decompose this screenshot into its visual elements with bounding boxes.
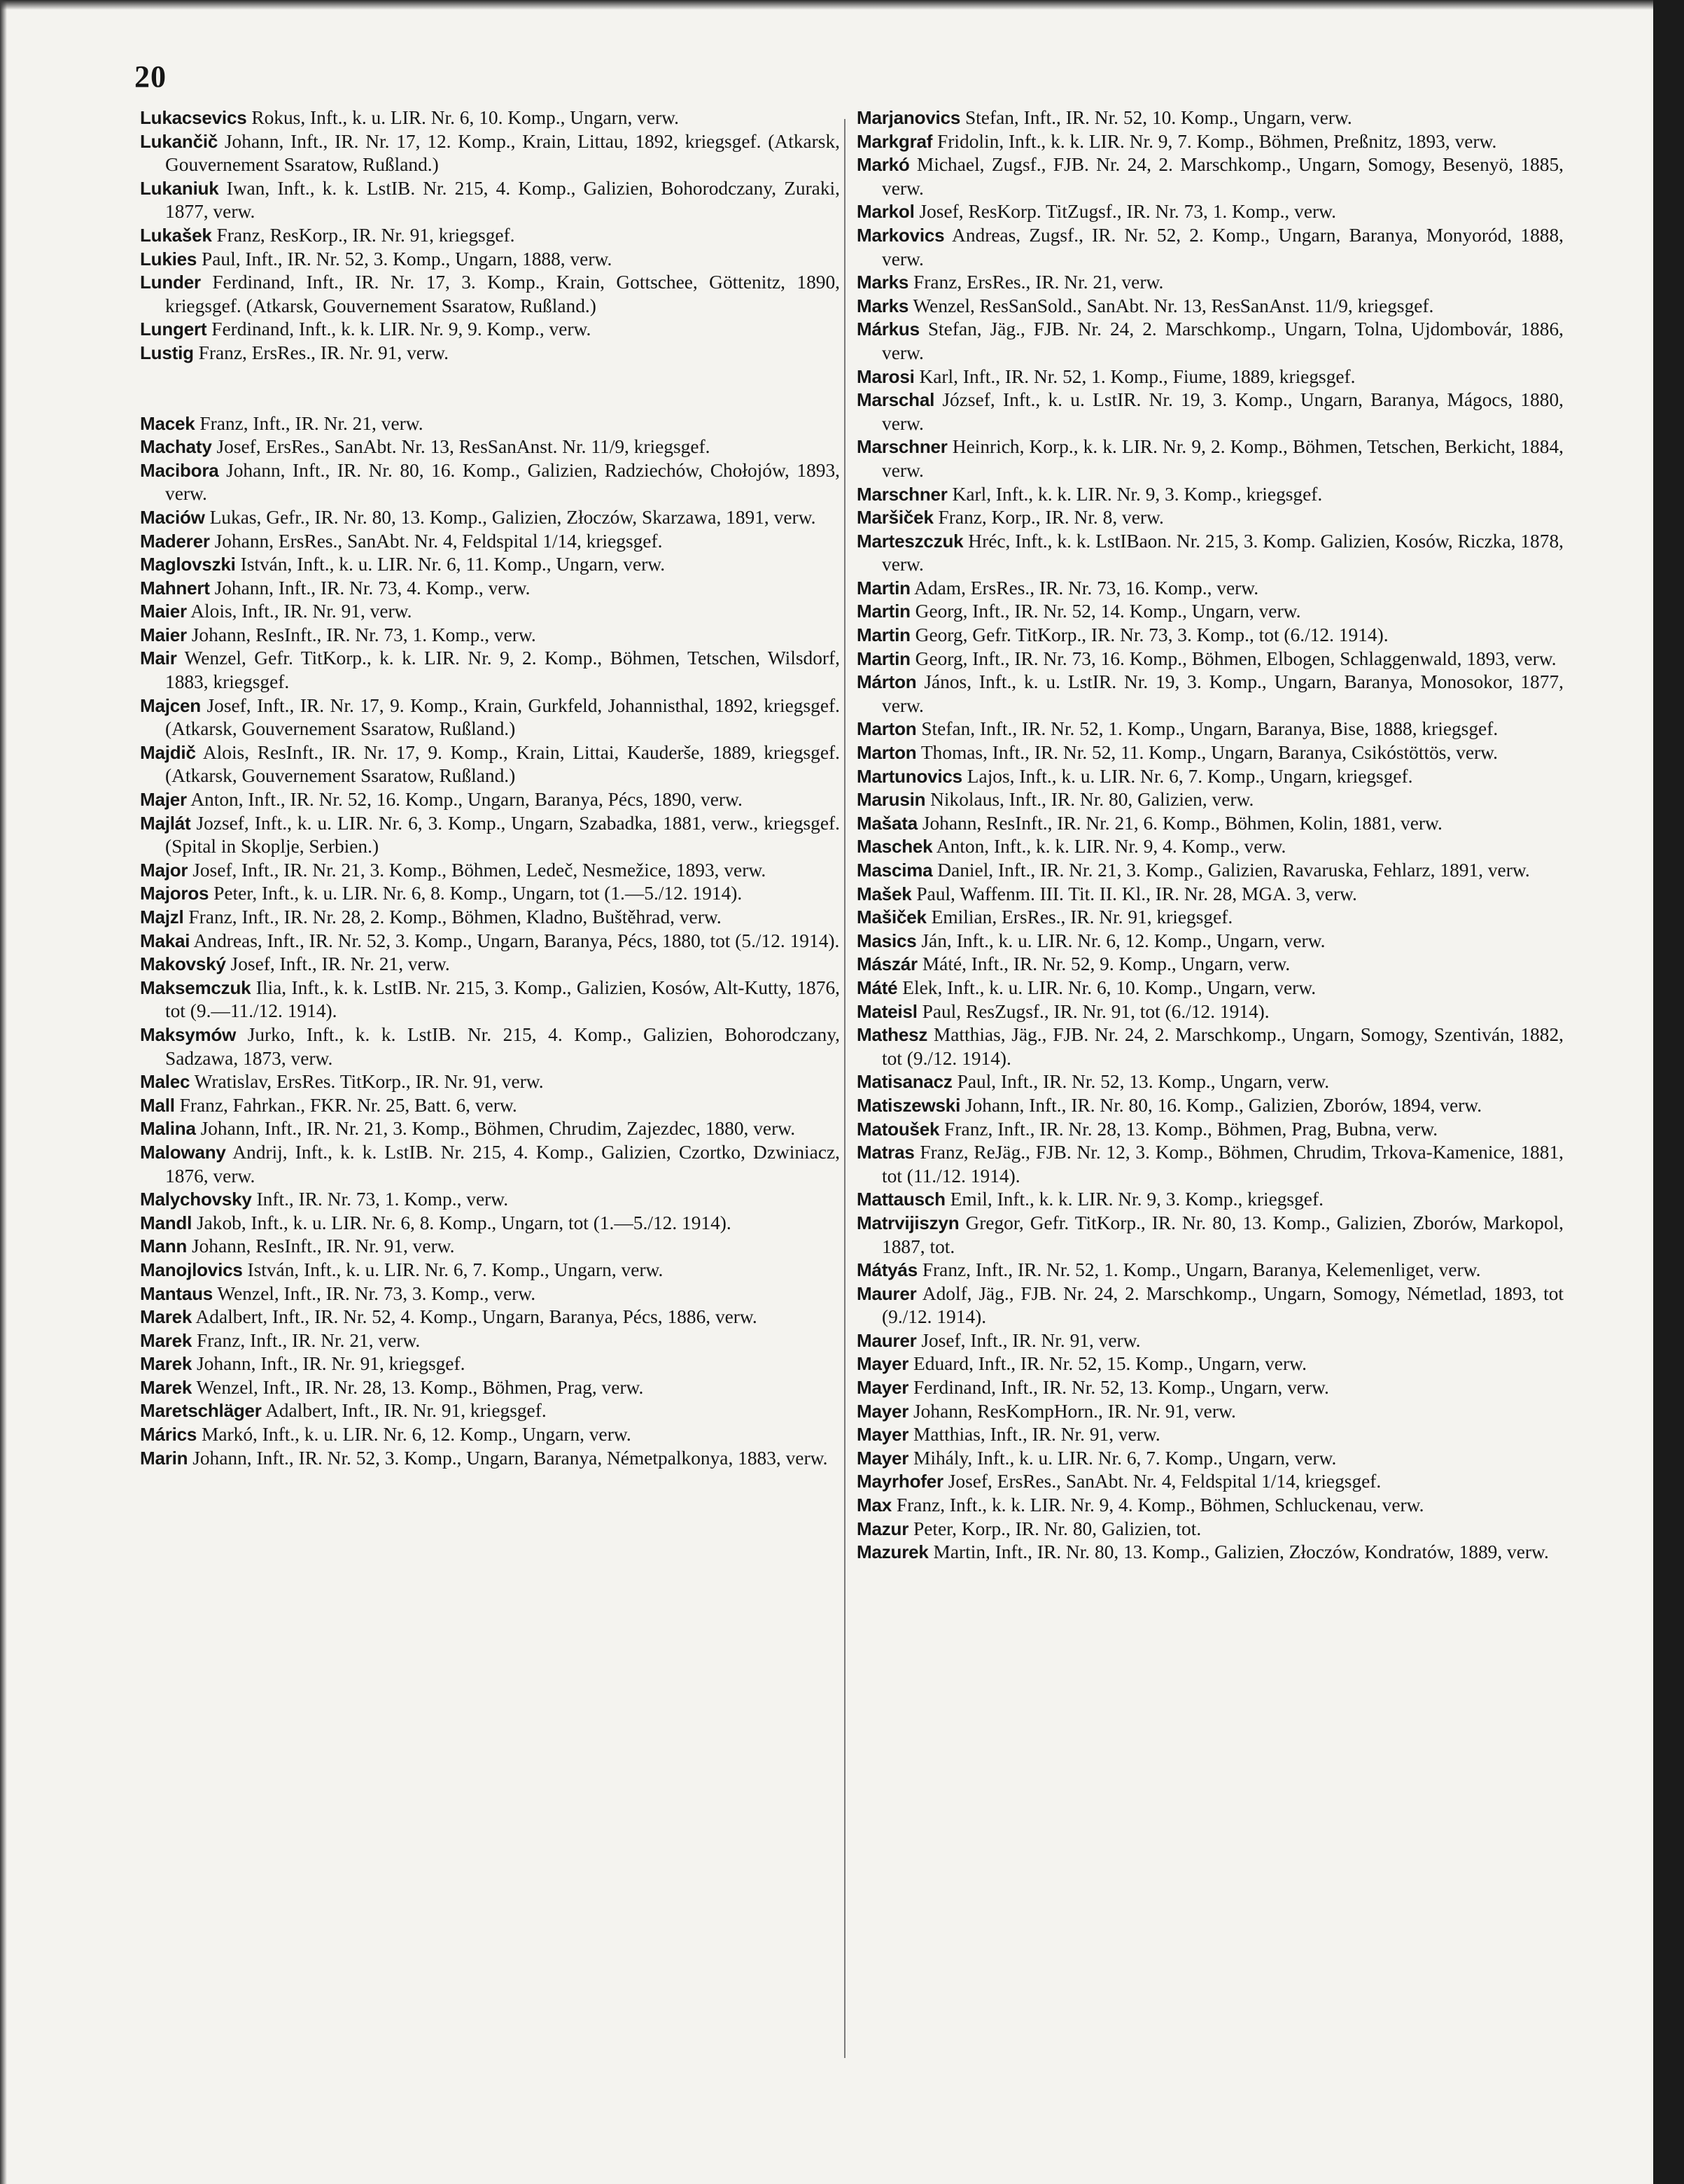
list-entry: [857, 365, 1564, 389]
entry-surname: Mašata: [857, 812, 918, 834]
list-entry: [857, 153, 1564, 200]
entry-details: Heinrich, Korp., k. k. LIR. Nr. 9, 2. Komp., Böhmen, Tetschen, Berkicht, 1884, verw.: [882, 436, 1564, 481]
list-entry: [857, 388, 1564, 435]
list-entry: [857, 741, 1564, 765]
list-entry: [140, 130, 840, 177]
entry-details: Johann, Inft., IR. Nr. 91, kriegsgef.: [192, 1353, 465, 1375]
entry-surname: Maier: [140, 601, 187, 622]
entry-surname: Malychovsky: [140, 1189, 252, 1210]
list-entry: [857, 483, 1564, 507]
entry-details: Johann, ResInft., IR. Nr. 91, verw.: [187, 1236, 455, 1257]
list-entry: [140, 459, 840, 506]
list-entry: [140, 1352, 840, 1376]
list-entry: [857, 1000, 1564, 1024]
list-entry: [140, 953, 840, 976]
entry-details: Andrij, Inft., k. k. LstIB. Nr. 215, 4. Komp., Galizien, Czortko, Dzwiniacz, 1876, verw.: [165, 1141, 840, 1186]
list-entry: [140, 788, 840, 812]
entry-details: Lajos, Inft., k. u. LIR. Nr. 6, 7. Komp., Ungarn, kriegsgef.: [962, 765, 1413, 787]
entry-details: Jozsef, Inft., k. u. LIR. Nr. 6, 3. Komp., Ungarn, Szabadka, 1881, verw., kriegsgef. (Spital in Skoplje, Serbien.): [165, 812, 840, 858]
entry-surname: Marek: [140, 1376, 192, 1398]
entry-surname: Marks: [857, 272, 909, 293]
list-entry: [857, 1541, 1564, 1564]
entry-details: Josef, ResKorp. TitZugsf., IR. Nr. 73, 1. Komp., verw.: [914, 201, 1336, 223]
entry-surname: Maršiček: [857, 507, 934, 528]
entry-details: Stefan, Inft., IR. Nr. 52, 1. Komp., Ungarn, Baranya, Bise, 1888, kriegsgef.: [916, 718, 1499, 740]
entry-surname: Marin: [140, 1447, 188, 1469]
entry-details: Andreas, Zugsf., IR. Nr. 52, 2. Komp., Ungarn, Baranya, Monyoród, 1888, verw.: [882, 224, 1564, 270]
entry-surname: Majoros: [140, 883, 209, 904]
list-entry: [140, 1447, 840, 1471]
entry-surname: Mászár: [857, 953, 918, 975]
list-entry: [140, 600, 840, 624]
entry-details: Franz, Inft., IR. Nr. 52, 1. Komp., Ungarn, Baranya, Kelemenliget, verw.: [917, 1259, 1481, 1281]
entry-surname: Lukančič: [140, 130, 218, 152]
entry-surname: Marschner: [857, 436, 948, 458]
list-entry: [857, 859, 1564, 883]
list-entry: [857, 718, 1564, 741]
list-entry: [857, 906, 1564, 930]
entry-surname: Markovics: [857, 224, 945, 246]
entry-surname: Lukacsevics: [140, 107, 247, 128]
entry-details: Alois, ResInft., IR. Nr. 17, 9. Komp., Krain, Littai, Kauderše, 1889, kriegsgef. (Atkarsk, Gouvernement Ssaratow, Rußland.): [165, 741, 840, 787]
list-entry: [857, 1141, 1564, 1188]
entry-surname: Mayer: [857, 1400, 909, 1422]
entry-surname: Matoušek: [857, 1118, 940, 1140]
entry-surname: Macek: [140, 412, 195, 434]
entry-details: Emilian, ErsRes., IR. Nr. 91, kriegsgef.: [926, 906, 1233, 928]
list-entry: [140, 318, 840, 342]
list-entry: [857, 1494, 1564, 1518]
entry-surname: Majzl: [140, 906, 184, 927]
entry-details: Adam, ErsRes., IR. Nr. 73, 16. Komp., verw.: [910, 577, 1259, 598]
entry-surname: Marton: [857, 718, 917, 740]
entry-details: Ferdinand, Inft., IR. Nr. 17, 3. Komp., Krain, Gottschee, Göttenitz, 1890, kriegsgef. (Atkarsk, Gouvernement Ssaratow, Rußland.): [165, 272, 840, 316]
list-entry: [857, 1070, 1564, 1094]
entry-details: Franz, Inft., k. k. LIR. Nr. 9, 4. Komp., Böhmen, Schluckenau, verw.: [891, 1494, 1424, 1516]
list-entry: [140, 624, 840, 648]
list-entry: [140, 1023, 840, 1070]
entry-surname: Makovský: [140, 953, 226, 975]
entry-details: Fridolin, Inft., k. k. LIR. Nr. 9, 7. Komp., Böhmen, Preßnitz, 1893, verw.: [932, 130, 1497, 152]
list-entry: [857, 953, 1564, 976]
entry-surname: Marek: [140, 1353, 192, 1375]
entry-surname: Malowany: [140, 1141, 226, 1163]
page-number: 20: [134, 59, 167, 94]
entry-details: Josef, Inft., IR. Nr. 17, 9. Komp., Krain, Gurkfeld, Johannisthal, 1892, kriegsgef. (Atkarsk, Gouvernement Ssaratow, Rußland.): [165, 694, 840, 740]
list-entry: [140, 741, 840, 788]
list-entry: [857, 930, 1564, 953]
list-entry: [140, 1259, 840, 1282]
entry-details: Jakob, Inft., k. u. LIR. Nr. 6, 8. Komp., Ungarn, tot (1.—5./12. 1914).: [192, 1212, 731, 1233]
entry-surname: Maier: [140, 624, 187, 645]
list-entry: [857, 318, 1564, 365]
list-entry: [857, 835, 1564, 859]
list-entry: [857, 1376, 1564, 1400]
list-entry: [857, 295, 1564, 318]
entry-details: Daniel, Inft., IR. Nr. 21, 3. Komp., Galizien, Ravaruska, Fehlarz, 1891, verw.: [932, 860, 1530, 881]
list-entry: [857, 1282, 1564, 1329]
entry-details: Johann, ErsRes., SanAbt. Nr. 4, Feldspital 1/14, kriegsgef.: [209, 530, 663, 552]
list-entry: [857, 530, 1564, 577]
list-entry: [140, 976, 840, 1023]
list-entry: [857, 1400, 1564, 1424]
entry-details: Anton, Inft., IR. Nr. 52, 16. Komp., Ungarn, Baranya, Pécs, 1890, verw.: [186, 789, 743, 811]
entry-surname: Maksymów: [140, 1023, 237, 1045]
entry-surname: Mašiček: [857, 906, 927, 928]
column-divider: [844, 119, 845, 2058]
entry-surname: Martin: [857, 577, 911, 598]
entry-details: Iwan, Inft., k. k. LstIB. Nr. 215, 4. Komp., Galizien, Bohorodczany, Zuraki, 1877, verw.: [165, 177, 840, 223]
list-entry: [140, 1117, 840, 1141]
list-entry: [140, 647, 840, 694]
entry-surname: Marosi: [857, 365, 915, 387]
entry-details: Adalbert, Inft., IR. Nr. 52, 4. Komp., Ungarn, Baranya, Pécs, 1886, verw.: [192, 1306, 757, 1328]
entry-details: Peter, Korp., IR. Nr. 80, Galizien, tot.: [908, 1518, 1202, 1539]
entry-surname: Mascima: [857, 860, 933, 881]
entry-surname: Majlát: [140, 812, 191, 834]
entry-details: István, Inft., k. u. LIR. Nr. 6, 7. Komp., Ungarn, verw.: [242, 1259, 664, 1280]
entry-details: Markó, Inft., k. u. LIR. Nr. 6, 12. Komp., Ungarn, verw.: [197, 1424, 631, 1446]
list-entry: [140, 530, 840, 554]
entry-surname: Maschek: [857, 836, 933, 858]
entry-surname: Mattausch: [857, 1189, 946, 1210]
entry-details: Johann, Inft., IR. Nr. 80, 16. Komp., Galizien, Radziechów, Chołojów, 1893, verw.: [165, 459, 840, 505]
entry-details: Josef, Inft., IR. Nr. 21, verw.: [225, 953, 450, 975]
entry-details: Jurko, Inft., k. k. LstIB. Nr. 215, 4. Komp., Galizien, Bohorodczany, Sadzawa, 1873, verw.: [165, 1023, 840, 1069]
entry-details: Franz, Inft., IR. Nr. 21, verw.: [195, 412, 423, 434]
entry-surname: Marschal: [857, 389, 935, 411]
list-entry: [140, 1376, 840, 1400]
list-entry: [857, 765, 1564, 789]
entry-surname: Maderer: [140, 530, 210, 552]
entry-surname: Matiszewski: [857, 1094, 961, 1116]
entry-surname: Marek: [140, 1329, 192, 1351]
list-entry: [857, 506, 1564, 530]
list-entry: [140, 506, 840, 530]
entry-details: Peter, Inft., k. u. LIR. Nr. 6, 8. Komp., Ungarn, tot (1.—5./12. 1914).: [209, 883, 743, 904]
entry-details: Rokus, Inft., k. u. LIR. Nr. 6, 10. Komp., Ungarn, verw.: [246, 107, 679, 128]
list-entry: [140, 906, 840, 930]
entry-surname: Manojlovics: [140, 1259, 243, 1280]
entry-surname: Malina: [140, 1118, 196, 1140]
entry-surname: Mathesz: [857, 1024, 928, 1046]
entry-details: Anton, Inft., k. k. LIR. Nr. 9, 4. Komp., verw.: [932, 836, 1286, 858]
list-entry: [140, 930, 840, 953]
entry-details: Emil, Inft., k. k. LIR. Nr. 9, 3. Komp., kriegsgef.: [945, 1189, 1324, 1210]
entry-details: Josef, ErsRes., SanAbt. Nr. 13, ResSanAnst. Nr. 11/9, kriegsgef.: [211, 436, 710, 458]
entry-surname: Marusin: [857, 789, 926, 811]
entry-details: Ferdinand, Inft., IR. Nr. 52, 13. Komp., Ungarn, verw.: [908, 1377, 1329, 1399]
entry-details: Georg, Inft., IR. Nr. 52, 14. Komp., Ungarn, verw.: [910, 601, 1301, 622]
entry-surname: Lukies: [140, 248, 197, 270]
list-entry: [140, 248, 840, 272]
entry-surname: Mann: [140, 1236, 188, 1257]
entry-surname: Maglovszki: [140, 554, 236, 575]
list-entry: [140, 412, 840, 436]
list-entry: [140, 553, 840, 577]
entry-details: Martin, Inft., IR. Nr. 80, 13. Komp., Galizien, Złoczów, Kondratów, 1889, verw.: [928, 1541, 1549, 1563]
entry-details: Johann, Inft., IR. Nr. 21, 3. Komp., Böhmen, Chrudim, Zajezdec, 1880, verw.: [195, 1118, 796, 1140]
list-entry: [857, 224, 1564, 271]
entry-surname: Marschner: [857, 483, 948, 505]
list-entry: [857, 1470, 1564, 1494]
list-entry: [857, 624, 1564, 648]
entry-details: Johann, Inft., IR. Nr. 73, 4. Komp., verw.: [209, 577, 531, 598]
list-entry: [140, 435, 840, 459]
entry-surname: Masics: [857, 930, 917, 951]
entry-details: Paul, ResZugsf., IR. Nr. 91, tot (6./12. 1914).: [917, 1000, 1270, 1022]
list-entry: [857, 200, 1564, 224]
entry-surname: Matisanacz: [857, 1071, 953, 1093]
entry-surname: Mayrhofer: [857, 1471, 943, 1492]
entry-details: Alois, Inft., IR. Nr. 91, verw.: [186, 601, 412, 622]
entry-details: Johann, ResKompHorn., IR. Nr. 91, verw.: [908, 1400, 1236, 1422]
list-entry: [857, 812, 1564, 836]
entry-details: Mihály, Inft., k. u. LIR. Nr. 6, 7. Komp., Ungarn, verw.: [908, 1447, 1337, 1469]
entry-details: Hréc, Inft., k. k. LstIBaon. Nr. 215, 3. Komp. Galizien, Kosów, Riczka, 1878, verw.: [882, 530, 1564, 575]
entry-details: József, Inft., k. u. LstIR. Nr. 19, 3. Komp., Ungarn, Baranya, Mágocs, 1880, verw.: [882, 389, 1564, 434]
list-entry: [857, 577, 1564, 601]
list-entry: [857, 1094, 1564, 1118]
list-entry: [140, 224, 840, 248]
entry-details: Andreas, Inft., IR. Nr. 52, 3. Komp., Ungarn, Baranya, Pécs, 1880, tot (5./12. 1914).: [190, 930, 840, 951]
entry-surname: Mašek: [857, 883, 912, 904]
entry-surname: Mayer: [857, 1447, 909, 1469]
list-entry: [140, 1329, 840, 1353]
entry-surname: Marks: [857, 295, 909, 316]
list-entry: [857, 1259, 1564, 1282]
entry-details: Johann, ResInft., IR. Nr. 21, 6. Komp., Böhmen, Kolin, 1881, verw.: [917, 812, 1443, 834]
entry-surname: Markgraf: [857, 130, 933, 152]
entry-details: Karl, Inft., k. k. LIR. Nr. 9, 3. Komp., kriegsgef.: [947, 483, 1323, 505]
entry-details: Paul, Inft., IR. Nr. 52, 13. Komp., Ungarn, verw.: [952, 1071, 1330, 1093]
entry-details: Stefan, Jäg., FJB. Nr. 24, 2. Marschkomp., Ungarn, Tolna, Ujdombovár, 1886, verw.: [882, 318, 1564, 363]
list-entry: [857, 1118, 1564, 1142]
entry-details: Michael, Zugsf., FJB. Nr. 24, 2. Marschkomp., Ungarn, Somogy, Besenyö, 1885, verw.: [882, 154, 1564, 199]
entry-surname: Machaty: [140, 436, 212, 458]
entry-details: Ferdinand, Inft., k. k. LIR. Nr. 9, 9. Komp., verw.: [206, 318, 591, 340]
entry-surname: Markol: [857, 201, 915, 223]
list-entry: [140, 1188, 840, 1212]
entry-surname: Marjanovics: [857, 107, 961, 128]
entry-details: Thomas, Inft., IR. Nr. 52, 11. Komp., Ungarn, Baranya, Csikóstöttös, verw.: [916, 742, 1498, 764]
entry-surname: Martin: [857, 601, 911, 622]
scan-edge-left: [0, 0, 7, 2184]
entry-surname: Majdič: [140, 741, 196, 763]
list-entry: [140, 177, 840, 224]
entry-details: Josef, Inft., IR. Nr. 91, verw.: [916, 1329, 1141, 1351]
list-entry: [857, 1023, 1564, 1070]
entry-surname: Márics: [140, 1424, 197, 1446]
list-entry: [857, 435, 1564, 482]
entry-surname: Lukašek: [140, 224, 212, 246]
list-entry: [140, 1306, 840, 1329]
list-entry: [857, 130, 1564, 154]
entry-details: Paul, Waffenm. III. Tit. II. Kl., IR. Nr. 28, MGA. 3, verw.: [911, 883, 1357, 904]
entry-surname: Mayer: [857, 1377, 909, 1399]
list-entry: [140, 882, 840, 906]
list-entry: [140, 694, 840, 741]
list-entry: [857, 1188, 1564, 1212]
list-entry: [140, 1141, 840, 1188]
list-entry: [140, 271, 840, 318]
entry-surname: Márkus: [857, 318, 920, 340]
entry-details: Franz, Inft., IR. Nr. 21, verw.: [192, 1329, 421, 1351]
entry-surname: Máté: [857, 976, 898, 998]
list-entry: [857, 106, 1564, 130]
list-entry: [140, 577, 840, 601]
entry-details: Franz, Inft., IR. Nr. 28, 2. Komp., Böhmen, Kladno, Buštěhrad, verw.: [183, 906, 722, 927]
entry-details: Georg, Gefr. TitKorp., IR. Nr. 73, 3. Komp., tot (6./12. 1914).: [910, 624, 1389, 646]
entry-details: Wratislav, ErsRes. TitKorp., IR. Nr. 91, verw.: [190, 1071, 544, 1093]
entry-details: Franz, ReJäg., FJB. Nr. 12, 3. Komp., Böhmen, Chrudim, Trkova-Kamenice, 1881, tot (11./12. 1914).: [882, 1142, 1564, 1186]
entry-surname: Majer: [140, 789, 187, 811]
entry-details: Elek, Inft., k. u. LIR. Nr. 6, 10. Komp., Ungarn, verw.: [897, 976, 1317, 998]
entry-details: Johann, ResInft., IR. Nr. 73, 1. Komp., verw.: [186, 624, 536, 645]
entry-surname: Lunder: [140, 272, 201, 293]
list-entry: [140, 1070, 840, 1094]
entry-surname: Max: [857, 1494, 892, 1516]
scan-edge-right: [1653, 0, 1684, 2184]
entry-surname: Márton: [857, 671, 917, 693]
entry-surname: Martunovics: [857, 765, 962, 787]
entry-surname: Mantaus: [140, 1282, 213, 1304]
list-entry: [857, 1423, 1564, 1447]
entry-details: Wenzel, Inft., IR. Nr. 28, 13. Komp., Böhmen, Prag, verw.: [192, 1376, 644, 1398]
entry-surname: Maurer: [857, 1282, 917, 1304]
entry-surname: Mall: [140, 1094, 175, 1116]
entry-details: Josef, ErsRes., SanAbt. Nr. 4, Feldspital 1/14, kriegsgef.: [943, 1471, 1382, 1492]
entry-surname: Lukaniuk: [140, 177, 219, 199]
entry-surname: Majcen: [140, 694, 201, 716]
entry-surname: Malec: [140, 1071, 190, 1093]
entry-details: Georg, Inft., IR. Nr. 73, 16. Komp., Böhmen, Elbogen, Schlaggenwald, 1893, verw.: [910, 648, 1557, 669]
list-entry: [140, 1212, 840, 1236]
list-entry: [857, 671, 1564, 718]
right-column: [857, 106, 1564, 1564]
list-entry: [857, 271, 1564, 295]
list-entry: [140, 1282, 840, 1306]
entry-surname: Mazur: [857, 1518, 909, 1539]
entry-surname: Matras: [857, 1142, 915, 1163]
entry-surname: Maksemczuk: [140, 976, 251, 998]
entry-surname: Lungert: [140, 318, 207, 340]
entry-details: István, Inft., k. u. LIR. Nr. 6, 11. Komp., Ungarn, verw.: [235, 554, 666, 575]
list-entry: [857, 1212, 1564, 1259]
section-break: [140, 365, 840, 412]
entry-details: Johann, Inft., IR. Nr. 17, 12. Komp., Krain, Littau, 1892, kriegsgef. (Atkarsk, Gouvernement Ssaratow, Rußland.): [165, 130, 840, 176]
entry-surname: Mátyás: [857, 1259, 918, 1281]
entry-surname: Maurer: [857, 1329, 917, 1351]
entry-surname: Macibora: [140, 459, 219, 481]
list-entry: [140, 1399, 840, 1423]
entry-details: Wenzel, Gefr. TitKorp., k. k. LIR. Nr. 9, 2. Komp., Böhmen, Tetschen, Wilsdorf, 1883, kriegsgef.: [165, 648, 840, 693]
left-column: [140, 106, 840, 1470]
entry-surname: Marton: [857, 742, 917, 764]
entry-details: Lukas, Gefr., IR. Nr. 80, 13. Komp., Galizien, Złoczów, Skarzawa, 1891, verw.: [204, 506, 816, 528]
entry-surname: Lustig: [140, 342, 194, 363]
entry-details: Máté, Inft., IR. Nr. 52, 9. Komp., Ungarn, verw.: [917, 953, 1291, 975]
entry-surname: Major: [140, 859, 188, 881]
entry-details: Johann, Inft., IR. Nr. 80, 16. Komp., Galizien, Zborów, 1894, verw.: [960, 1094, 1482, 1116]
entry-details: Franz, Korp., IR. Nr. 8, verw.: [933, 507, 1164, 528]
entry-surname: Mayer: [857, 1424, 909, 1446]
entry-surname: Marek: [140, 1306, 192, 1328]
entry-surname: Martin: [857, 624, 911, 646]
list-entry: [857, 976, 1564, 1000]
list-entry: [857, 1352, 1564, 1376]
list-entry: [140, 342, 840, 365]
entry-surname: Maciów: [140, 506, 205, 528]
entry-details: Matthias, Inft., IR. Nr. 91, verw.: [908, 1424, 1160, 1446]
entry-details: Stefan, Inft., IR. Nr. 52, 10. Komp., Ungarn, verw.: [960, 107, 1352, 128]
list-entry: [857, 883, 1564, 906]
list-entry: [140, 1235, 840, 1259]
entry-details: Wenzel, Inft., IR. Nr. 73, 3. Komp., verw.: [213, 1282, 536, 1304]
list-entry: [140, 106, 840, 130]
entry-details: Ilia, Inft., k. k. LstIB. Nr. 215, 3. Komp., Galizien, Kosów, Alt-Kutty, 1876, tot (9.—11./12. 1914).: [165, 976, 840, 1022]
entry-details: Nikolaus, Inft., IR. Nr. 80, Galizien, verw.: [925, 789, 1254, 811]
entry-details: Gregor, Gefr. TitKorp., IR. Nr. 80, 13. Komp., Galizien, Zborów, Markopol, 1887, tot.: [882, 1212, 1564, 1257]
entry-surname: Matrvijiszyn: [857, 1212, 960, 1233]
entry-surname: Mair: [140, 648, 177, 669]
entry-details: Franz, Inft., IR. Nr. 28, 13. Komp., Böhmen, Prag, Bubna, verw.: [939, 1118, 1438, 1140]
entry-details: Paul, Inft., IR. Nr. 52, 3. Komp., Ungarn, 1888, verw.: [197, 248, 612, 270]
list-entry: [857, 648, 1564, 671]
entry-details: Franz, ErsRes., IR. Nr. 91, verw.: [193, 342, 449, 363]
entry-details: Franz, ResKorp., IR. Nr. 91, kriegsgef.: [211, 224, 515, 246]
entry-details: Adalbert, Inft., IR. Nr. 91, kriegsgef.: [261, 1400, 547, 1422]
entry-details: Wenzel, ResSanSold., SanAbt. Nr. 13, ResSanAnst. 11/9, kriegsgef.: [908, 295, 1434, 316]
list-entry: [857, 1329, 1564, 1353]
entry-details: Karl, Inft., IR. Nr. 52, 1. Komp., Fiume, 1889, kriegsgef.: [914, 365, 1356, 387]
scan-edge-top: [0, 0, 1684, 10]
entry-surname: Mazurek: [857, 1541, 929, 1563]
entry-surname: Mandl: [140, 1212, 192, 1233]
list-entry: [140, 812, 840, 859]
entry-details: Adolf, Jäg., FJB. Nr. 24, 2. Marschkomp., Ungarn, Somogy, Németlad, 1893, tot (9./12. 1914).: [882, 1282, 1564, 1328]
list-entry: [140, 1094, 840, 1118]
entry-details: Johann, Inft., IR. Nr. 52, 3. Komp., Ungarn, Baranya, Németpalkonya, 1883, verw.: [188, 1447, 828, 1469]
list-entry: [140, 859, 840, 883]
entry-surname: Mahnert: [140, 577, 210, 598]
list-entry: [857, 1447, 1564, 1471]
entry-surname: Maretschläger: [140, 1400, 262, 1422]
entry-details: Inft., IR. Nr. 73, 1. Komp., verw.: [251, 1189, 509, 1210]
entry-surname: Makai: [140, 930, 190, 951]
entry-surname: Mateisl: [857, 1000, 918, 1022]
entry-surname: Marteszczuk: [857, 530, 964, 552]
entry-details: Josef, Inft., IR. Nr. 21, 3. Komp., Böhmen, Ledeč, Nesmežice, 1893, verw.: [188, 859, 766, 881]
entry-details: János, Inft., k. u. LstIR. Nr. 19, 3. Komp., Ungarn, Baranya, Monosokor, 1877, verw.: [882, 671, 1564, 716]
list-entry: [857, 788, 1564, 812]
entry-surname: Mayer: [857, 1353, 909, 1375]
entry-details: Eduard, Inft., IR. Nr. 52, 15. Komp., Ungarn, verw.: [908, 1353, 1307, 1375]
entry-surname: Martin: [857, 648, 911, 669]
entry-details: Ján, Inft., k. u. LIR. Nr. 6, 12. Komp., Ungarn, verw.: [916, 930, 1326, 951]
entry-details: Franz, ErsRes., IR. Nr. 21, verw.: [908, 272, 1164, 293]
entry-details: Franz, Fahrkan., FKR. Nr. 25, Batt. 6, verw.: [174, 1094, 517, 1116]
list-entry: [857, 600, 1564, 624]
entry-surname: Markó: [857, 154, 910, 176]
list-entry: [857, 1518, 1564, 1541]
list-entry: [140, 1423, 840, 1447]
entry-details: Matthias, Jäg., FJB. Nr. 24, 2. Marschkomp., Ungarn, Somogy, Szentiván, 1882, tot (9./12. 1914).: [882, 1024, 1564, 1069]
